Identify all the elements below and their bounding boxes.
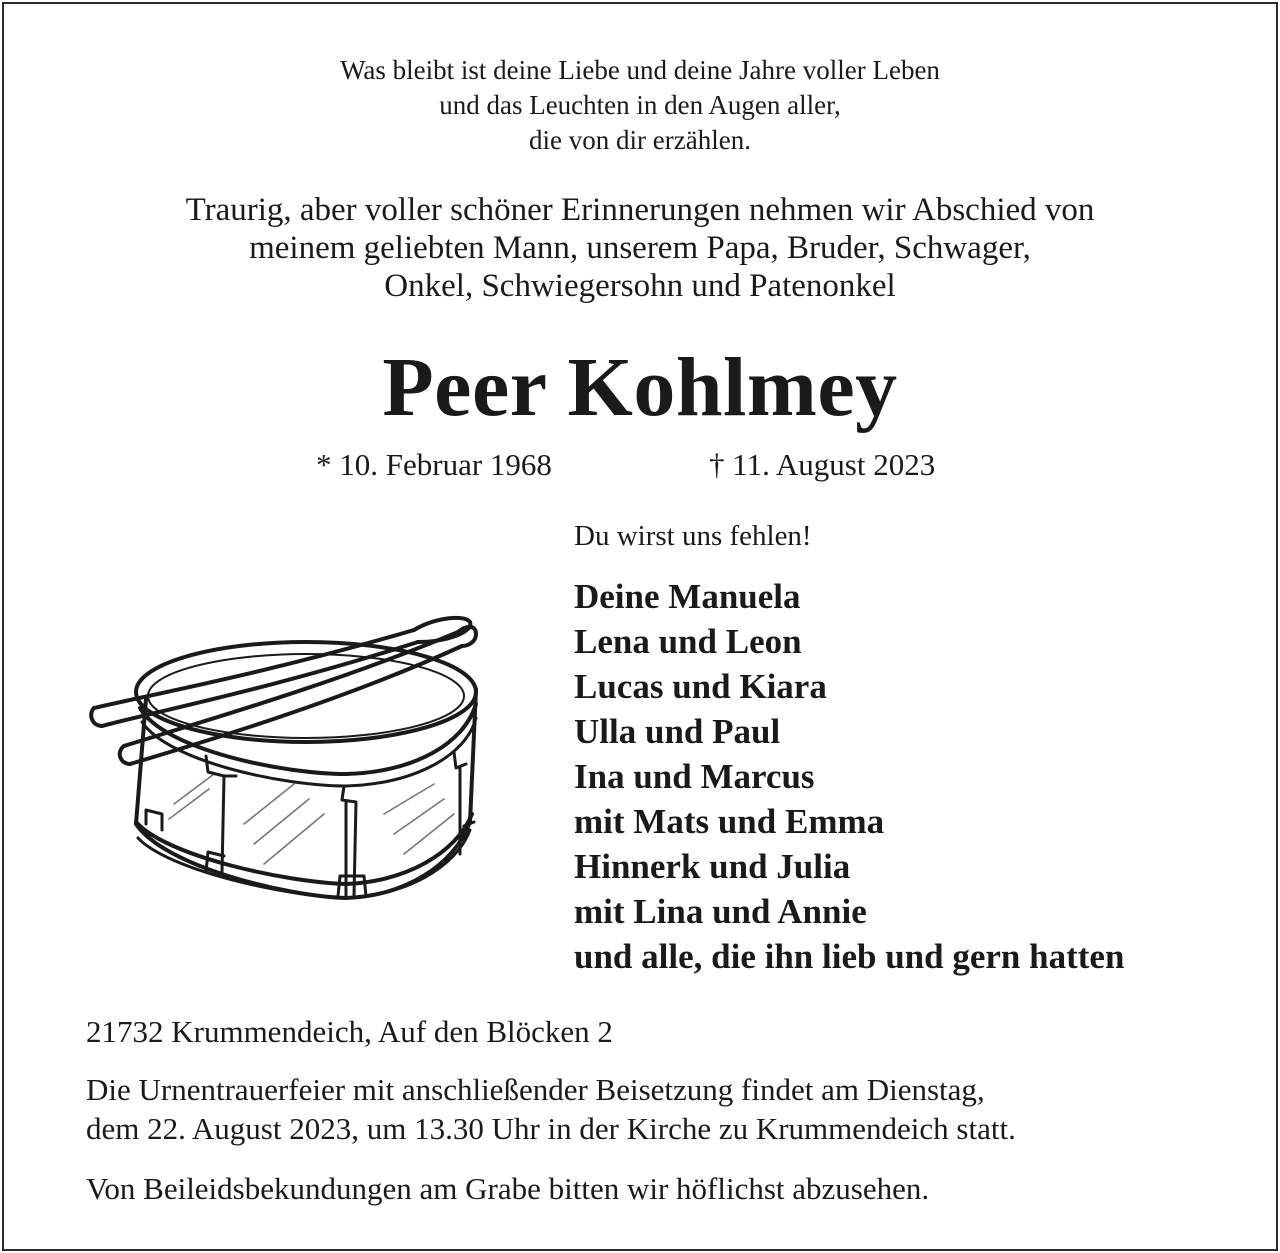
deceased-name: Peer Kohlmey xyxy=(382,341,898,434)
farewell-phrase: Du wirst uns fehlen! xyxy=(574,520,812,552)
family-address: 21732 Krummendeich, Auf den Blöcken 2 xyxy=(86,1014,613,1049)
ceremony-line: dem 22. August 2023, um 13.30 Uhr in der Kirche zu Krummendeich statt. xyxy=(86,1111,1016,1146)
poem-line: und das Leuchten in den Augen aller, xyxy=(439,90,841,120)
condolence-request: Von Beileidsbekundungen am Grabe bitten wir höflichst abzusehen. xyxy=(86,1171,930,1206)
mourner-entry: mit Lina und Annie xyxy=(574,892,867,931)
farewell-intro xyxy=(4,191,1276,305)
mourner-entry: Lucas und Kiara xyxy=(574,667,827,706)
obituary-notice xyxy=(2,2,1278,1251)
memorial-poem xyxy=(4,53,1276,158)
poem-line: die von dir erzählen. xyxy=(529,125,751,155)
ceremony-notice xyxy=(86,1070,1016,1148)
death-date: † 11. August 2023 xyxy=(709,447,936,482)
mourner-entry: Deine Manuela xyxy=(574,577,801,616)
drum-icon xyxy=(84,604,484,924)
poem-line: Was bleibt ist deine Liebe und deine Jahre voller Leben xyxy=(340,55,940,85)
mourner-entry: und alle, die ihn lieb und gern hatten xyxy=(574,937,1125,976)
mourner-entry: Ina und Marcus xyxy=(574,757,815,796)
intro-line: Onkel, Schwiegersohn und Patenonkel xyxy=(384,268,896,304)
mourners-list xyxy=(574,574,1124,979)
mourner-entry: mit Mats und Emma xyxy=(574,802,885,841)
intro-line: meinem geliebten Mann, unserem Papa, Bruder, Schwager, xyxy=(249,230,1031,266)
mourner-entry: Hinnerk und Julia xyxy=(574,847,851,886)
mourner-entry: Lena und Leon xyxy=(574,622,802,661)
mourner-entry: Ulla und Paul xyxy=(574,712,781,751)
intro-line: Traurig, aber voller schöner Erinnerungen nehmen wir Abschied von xyxy=(185,192,1095,228)
ceremony-line: Die Urnentrauerfeier mit anschließender Beisetzung findet am Dienstag, xyxy=(86,1072,985,1107)
birth-date: * 10. Februar 1968 xyxy=(316,447,552,482)
